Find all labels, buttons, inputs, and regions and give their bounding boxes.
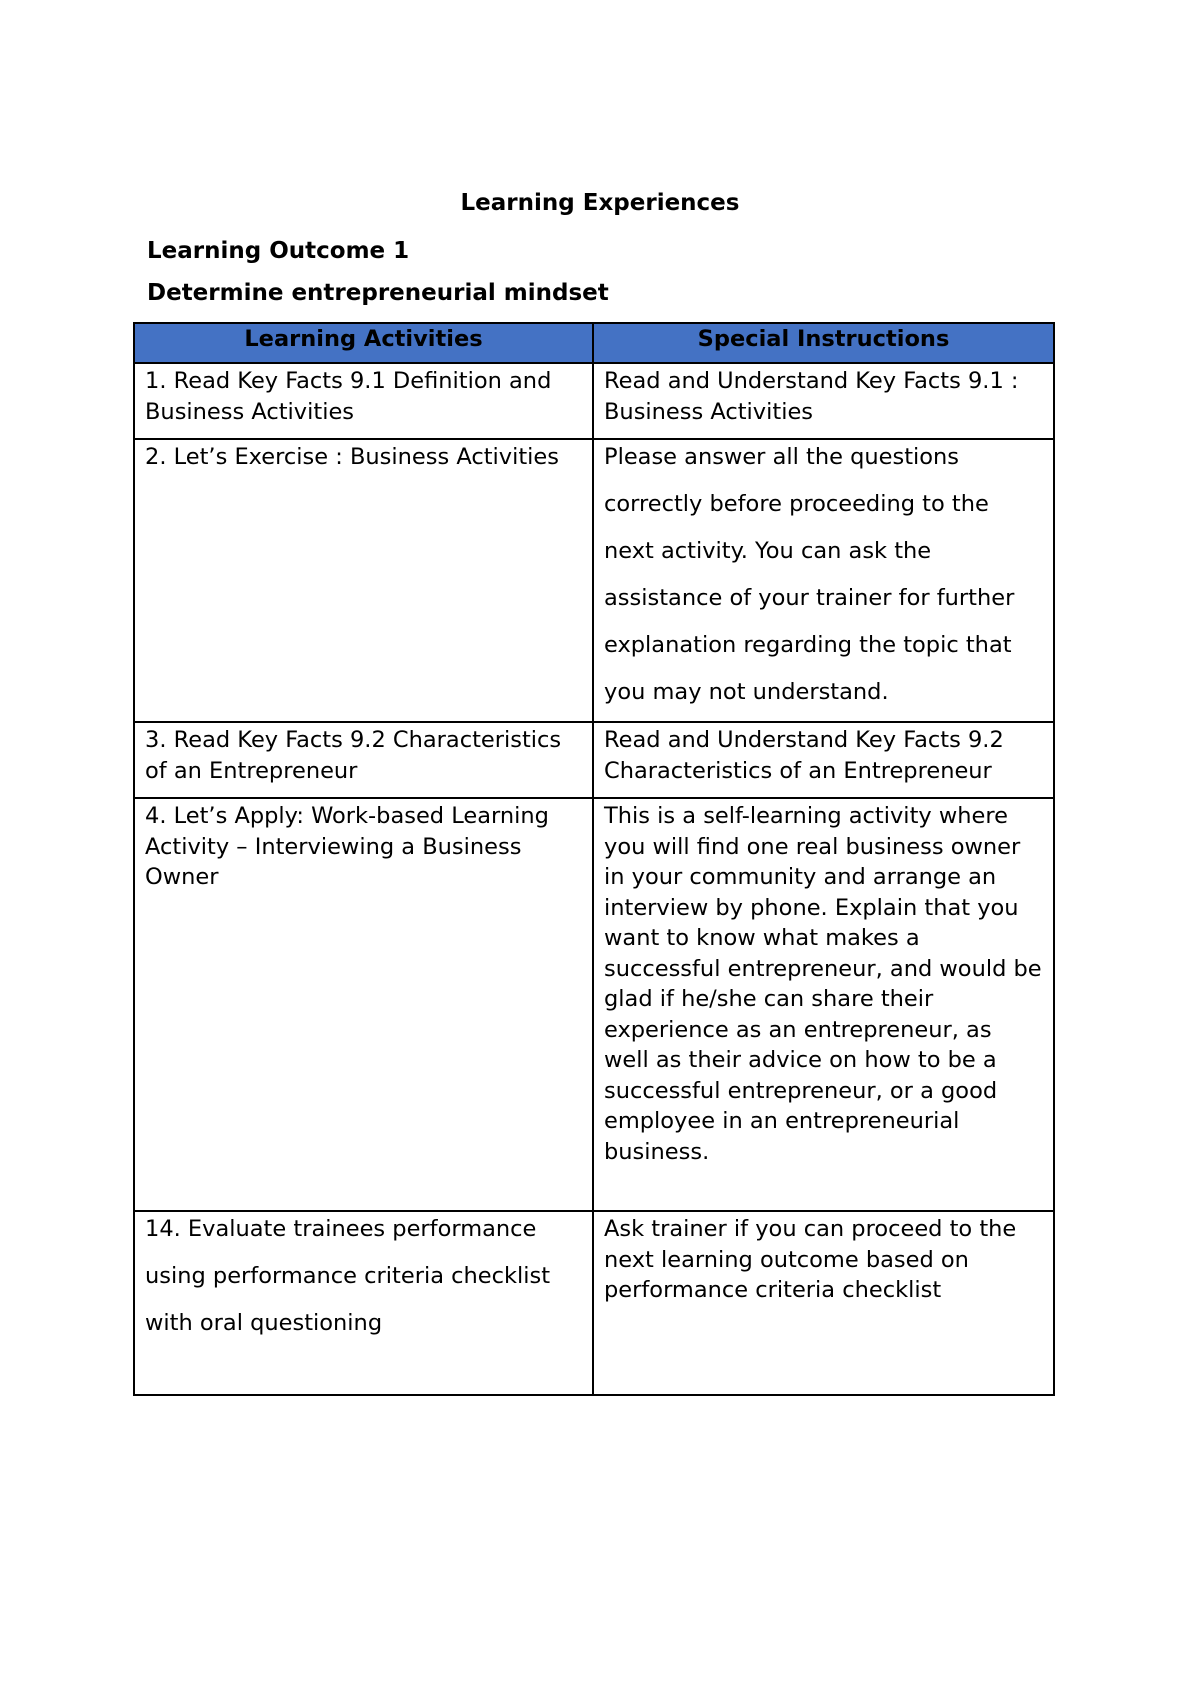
- instruction-cell: Read and Understand Key Facts 9.2 Characteristics of an Entrepreneur: [593, 722, 1054, 798]
- activity-cell: 1. Read Key Facts 9.1 Definition and Business Activities: [134, 363, 593, 439]
- instruction-cell: Read and Understand Key Facts 9.1 : Business Activities: [593, 363, 1054, 439]
- instruction-cell: Ask trainer if you can proceed to the next learning outcome based on performance criteria checklist: [593, 1211, 1054, 1395]
- instruction-text: Please answer all the questions correctly before proceeding to the next activity. You can ask the assistance of your trainer for further explanation regarding the topic that you may not understand.: [604, 444, 1015, 705]
- instruction-cell: This is a self-learning activity where you will find one real business owner in your community and arrange an interview by phone. Explain that you want to know what makes a successful entrepreneur, and would be glad if he/she can share their experience as an entrepreneur, as well as their advice on how to be a successful entrepreneur, or a good employee in an entrepreneurial business.: [593, 798, 1054, 1211]
- activity-cell: 4. Let’s Apply: Work-based Learning Activity – Interviewing a Business Owner: [134, 798, 593, 1211]
- table-row: [134, 1211, 1054, 1395]
- learning-activities-table: [133, 322, 1055, 1396]
- instruction-cell: [593, 439, 1054, 722]
- page-title: Learning Experiences: [460, 190, 740, 216]
- table-row: [134, 722, 1054, 798]
- activity-cell: 2. Let’s Exercise : Business Activities: [134, 439, 593, 722]
- table-row: [134, 798, 1054, 1211]
- table-row: [134, 439, 1054, 722]
- learning-outcome-label: Learning Outcome 1: [147, 238, 410, 264]
- activity-cell: [134, 1211, 593, 1395]
- activity-text: 14. Evaluate trainees performance using performance criteria checklist with oral questioning: [145, 1216, 551, 1336]
- learning-outcome-description: Determine entrepreneurial mindset: [147, 280, 609, 306]
- activity-cell: 3. Read Key Facts 9.2 Characteristics of an Entrepreneur: [134, 722, 593, 798]
- header-special-instructions: Special Instructions: [593, 323, 1054, 363]
- header-learning-activities: Learning Activities: [134, 323, 593, 363]
- table-row: [134, 363, 1054, 439]
- table-header-row: [134, 323, 1054, 363]
